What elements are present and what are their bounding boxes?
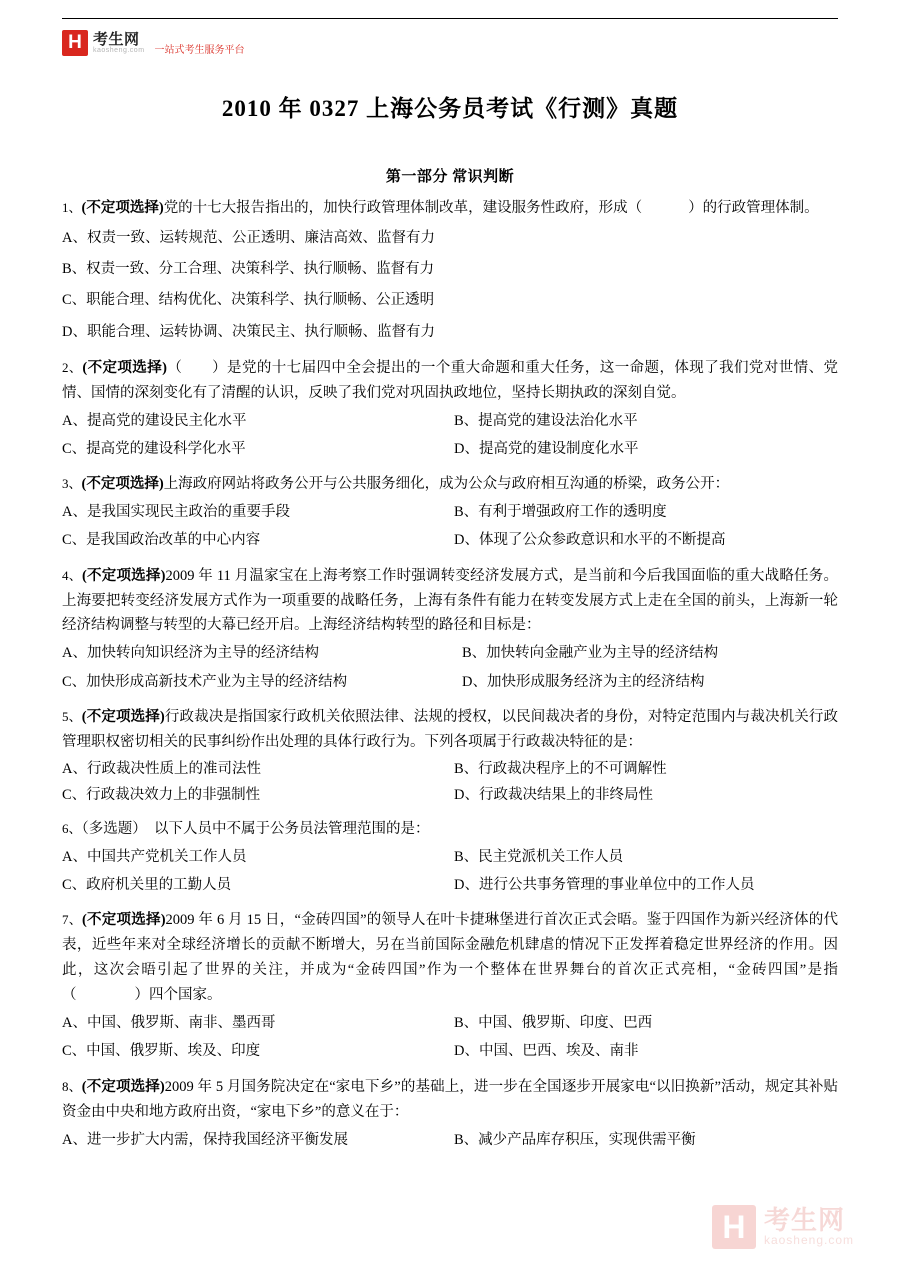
- logo-name-en: kaosheng.com: [93, 47, 145, 54]
- option-d[interactable]: D、进行公共事务管理的事业单位中的工作人员: [454, 877, 755, 894]
- question-number: 2、: [62, 359, 83, 375]
- page-title: 2010 年 0327 上海公务员考试《行测》真题: [221, 96, 679, 121]
- question-item: [62, 196, 838, 347]
- question-text: 上海政府网站将政务公开与公共服务细化，成为公众与政府相互沟通的桥梁，政务公开：: [163, 476, 730, 493]
- question-number: 3、: [62, 476, 82, 492]
- site-logo[interactable]: [62, 28, 245, 58]
- question-item: [62, 705, 838, 808]
- question-item: [62, 817, 838, 899]
- option-list: [62, 639, 838, 696]
- option-list: [62, 498, 838, 555]
- question-number: 4、: [62, 567, 82, 583]
- question-stem: [62, 705, 838, 755]
- question-type: (不定项选择): [81, 1078, 165, 1095]
- option-a[interactable]: A、加快转向知识经济为主导的经济结构: [62, 645, 319, 662]
- question-type: (不定项选择): [82, 359, 167, 376]
- document-body: [62, 165, 838, 1163]
- section-title: 第一部分 常识判断: [385, 169, 515, 185]
- watermark-name-cn: 考生网: [763, 1205, 845, 1236]
- option-d[interactable]: D、中国、巴西、埃及、南非: [454, 1043, 639, 1060]
- option-list: [62, 407, 838, 464]
- logo-slogan: 一站式考生服务平台: [154, 45, 245, 56]
- question-number: 1、: [62, 200, 82, 215]
- question-stem: [62, 564, 838, 639]
- question-item: [62, 564, 838, 696]
- question-text: 2009 年 6 月 15 日，“金砖四国”的领导人在叶卡捷琳堡进行首次正式会晤。鉴于四国作为新兴经济体的代表，近些年来对全球经济增长的贡献不断增大，另在当前国际金融危机肆虐的情况下正发挥着稳定世界经济的作用。因此，这次会晤引起了世界的关注，并成为“金砖四国”作为一个整体在世界舞台的首次正式亮相，“金砖四国”是指（ ）四个国家。: [62, 912, 838, 1004]
- option-list: [62, 1126, 838, 1154]
- question-type: (不定项选择): [81, 708, 165, 725]
- option-c[interactable]: C、政府机关里的工勤人员: [62, 877, 232, 894]
- option-a[interactable]: A、是我国实现民主政治的重要手段: [62, 504, 290, 521]
- option-c[interactable]: C、是我国政治改革的中心内容: [62, 532, 261, 549]
- question-stem: [62, 196, 838, 221]
- question-item: [62, 472, 838, 554]
- option-c[interactable]: C、提高党的建设科学化水平: [62, 440, 246, 457]
- header-divider: [62, 18, 838, 19]
- option-b[interactable]: B、提高党的建设法治化水平: [454, 412, 638, 429]
- question-stem: [62, 1075, 838, 1125]
- watermark-logo-icon: H: [712, 1205, 756, 1249]
- option-a[interactable]: A、权责一致、运转规范、公正透明、廉洁高效、监督有力: [62, 229, 435, 246]
- option-a[interactable]: A、中国共产党机关工作人员: [62, 848, 247, 865]
- option-b[interactable]: B、中国、俄罗斯、印度、巴西: [454, 1015, 653, 1032]
- option-c[interactable]: C、中国、俄罗斯、埃及、印度: [62, 1043, 261, 1060]
- option-c[interactable]: C、加快形成高新技术产业为主导的经济结构: [62, 673, 348, 690]
- option-b[interactable]: B、民主党派机关工作人员: [454, 848, 624, 865]
- option-a[interactable]: A、中国、俄罗斯、南非、墨西哥: [62, 1015, 276, 1032]
- question-type: (不定项选择): [81, 567, 166, 584]
- option-list: [62, 1009, 838, 1066]
- question-text-cont: ）的行政管理体制。: [688, 200, 819, 216]
- question-number: 7、: [62, 912, 82, 928]
- option-a[interactable]: A、进一步扩大内需，保持我国经济平衡发展: [62, 1131, 348, 1148]
- option-b[interactable]: B、有利于增强政府工作的透明度: [454, 504, 667, 521]
- question-text: 党的十七大报告指出的，加快行政管理体制改革，建设服务性政府，形成（: [163, 200, 643, 216]
- watermark-text: [764, 1207, 854, 1247]
- watermark: [712, 1205, 854, 1249]
- question-stem: [62, 472, 838, 497]
- question-item: [62, 908, 838, 1065]
- question-type: （多选题）: [81, 820, 147, 837]
- option-c[interactable]: C、职能合理、结构优化、决策科学、执行顺畅、公正透明: [62, 292, 435, 309]
- question-text: （ ）是党的十七届四中全会提出的一个重大命题和重大任务，这一命题，体现了我们党对世情、党情、国情的深刻变化有了清醒的认识，反映了我们党对巩固执政地位，坚持长期执政的深刻自觉。: [62, 359, 838, 401]
- option-b[interactable]: B、减少产品库存积压，实现供需平衡: [454, 1131, 696, 1148]
- option-a[interactable]: A、行政裁决性质上的准司法性: [62, 760, 261, 777]
- option-list: [62, 843, 838, 900]
- option-c[interactable]: C、行政裁决效力上的非强制性: [62, 786, 261, 803]
- question-stem: [62, 908, 838, 1008]
- option-d[interactable]: D、提高党的建设制度化水平: [454, 440, 639, 457]
- option-d[interactable]: D、加快形成服务经济为主的经济结构: [462, 673, 705, 690]
- logo-icon: H: [62, 30, 88, 56]
- question-type: (不定项选择): [81, 200, 164, 216]
- option-b[interactable]: B、行政裁决程序上的不可调解性: [454, 760, 667, 777]
- question-number: 5、: [62, 708, 82, 724]
- question-item: [62, 1075, 838, 1154]
- question-type: (不定项选择): [81, 912, 166, 929]
- option-list: [62, 756, 838, 808]
- question-stem: [62, 356, 838, 406]
- logo-text: [93, 32, 145, 54]
- question-text: 以下人员中不属于公务员法管理范围的是：: [154, 820, 430, 837]
- question-type: (不定项选择): [81, 476, 164, 493]
- option-d[interactable]: D、行政裁决结果上的非终局性: [454, 786, 653, 803]
- question-text: 行政裁决是指国家行政机关依照法律、法规的授权，以民间裁决者的身份，对特定范围内与裁决机关行政管理职权密切相关的民事纠纷作出处理的具体行政行为。下列各项属于行政裁决特征的是：: [62, 708, 838, 750]
- option-b[interactable]: B、权责一致、分工合理、决策科学、执行顺畅、监督有力: [62, 261, 435, 278]
- watermark-name-en: kaosheng.com: [763, 1233, 854, 1248]
- option-b[interactable]: B、加快转向金融产业为主导的经济结构: [462, 645, 719, 662]
- question-number: 8、: [62, 1078, 82, 1094]
- question-number: 6、: [62, 820, 82, 836]
- option-a[interactable]: A、提高党的建设民主化水平: [62, 412, 247, 429]
- question-text: 2009 年 5 月国务院决定在“家电下乡”的基础上，进一步在全国逐步开展家电“以旧换新”活动，规定其补贴资金由中央和地方政府出资，“家电下乡”的意义在于：: [62, 1078, 838, 1120]
- option-d[interactable]: D、体现了公众参政意识和水平的不断提高: [454, 532, 726, 549]
- option-d[interactable]: D、职能合理、运转协调、决策民主、执行顺畅、监督有力: [62, 323, 435, 340]
- logo-name-cn: 考生网: [93, 31, 140, 48]
- question-text: 2009 年 11 月温家宝在上海考察工作时强调转变经济发展方式，是当前和今后我国面临的重大战略任务。上海要把转变经济发展方式作为一项重要的战略任务，上海有条件有能力在转变发展方式上走在全国的前头，上海新一轮经济结构调整与转型的大幕已经开启。上海经济结构转型的路径和目标是：: [62, 567, 838, 634]
- question-stem: [62, 817, 838, 842]
- question-item: [62, 356, 838, 463]
- option-list: [62, 222, 838, 347]
